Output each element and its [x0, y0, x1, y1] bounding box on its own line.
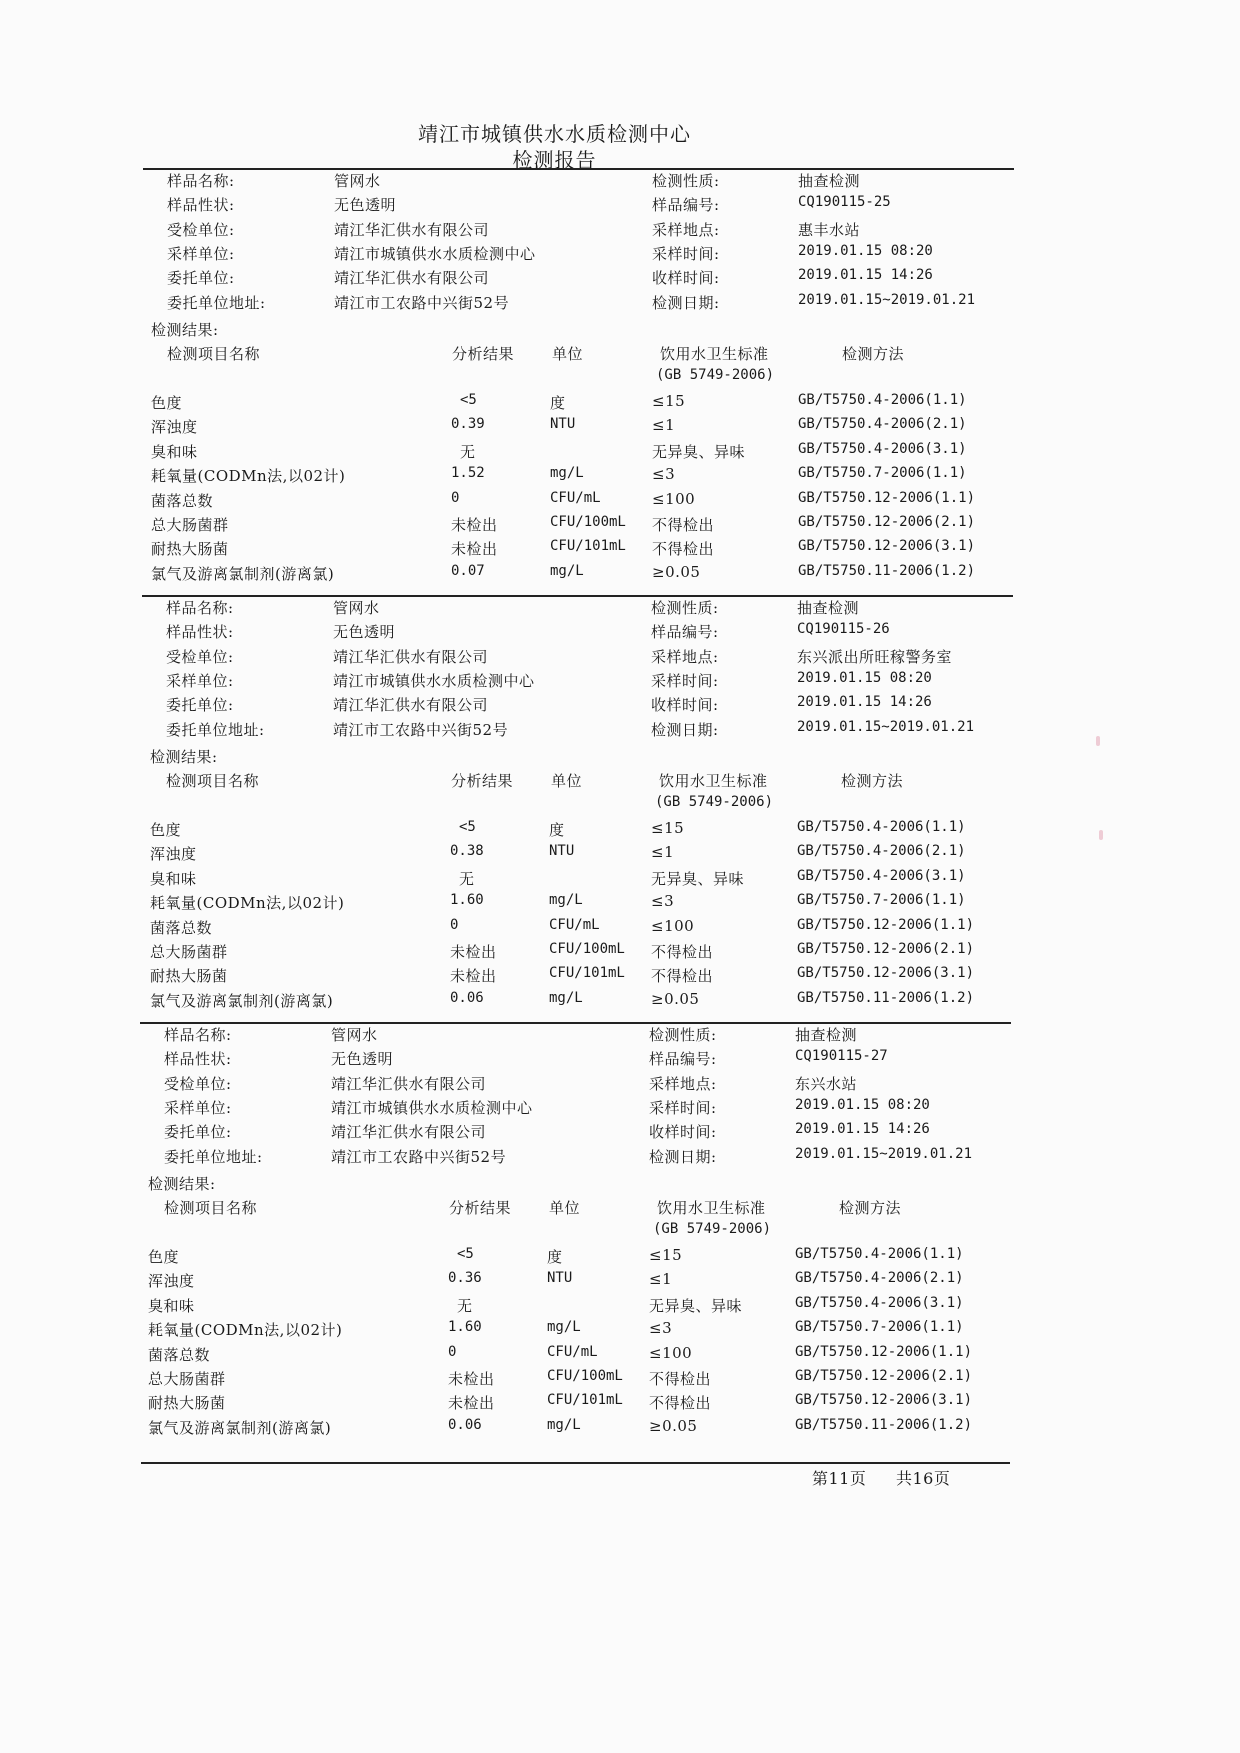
field-label-sampling-unit: 采样单位: — [166, 671, 234, 690]
cell-standard: 无异臭、异味 — [652, 442, 746, 461]
field-label-client-unit: 委托单位: — [167, 269, 235, 288]
cell-unit: NTU — [547, 1270, 573, 1287]
cell-result: 未检出 — [448, 1394, 495, 1413]
results-label: 检测结果: — [151, 321, 219, 339]
cell-unit: CFU/100mL — [550, 514, 626, 530]
cell-result: 未检出 — [451, 516, 498, 534]
cell-standard: ≤3 — [652, 465, 676, 484]
field-label-sample-character: 样品性状: — [166, 623, 234, 642]
field-value-sampling-time: 2019.01.15 08:20 — [795, 1096, 930, 1113]
cell-standard: 不得检出 — [652, 516, 715, 534]
cell-item: 菌落总数 — [151, 491, 214, 510]
field-value-test-nature: 抽查检测 — [795, 1026, 858, 1044]
col-header-result: 分析结果 — [451, 772, 514, 790]
cell-unit: NTU — [550, 416, 576, 433]
field-value-sample-character: 无色透明 — [331, 1050, 394, 1069]
cell-item: 耐热大肠菌 — [151, 540, 229, 559]
cell-method: GB/T5750.12-2006(2.1) — [795, 1368, 973, 1384]
cell-result: 0 — [448, 1343, 457, 1360]
results-label: 检测结果: — [150, 748, 218, 766]
field-value-sample-no: CQ190115-27 — [795, 1048, 888, 1065]
field-value-client-unit: 靖江华汇供水有限公司 — [334, 269, 490, 288]
cell-result: 0.07 — [451, 562, 485, 579]
field-value-sampling-unit: 靖江市城镇供水水质检测中心 — [331, 1098, 533, 1117]
field-value-sampling-time: 2019.01.15 08:20 — [798, 242, 933, 259]
cell-method: GB/T5750.4-2006(2.1) — [795, 1270, 964, 1287]
col-header-result: 分析结果 — [452, 345, 515, 363]
col-header-method: 检测方法 — [839, 1199, 902, 1217]
field-label-client-address: 委托单位地址: — [166, 720, 265, 739]
col-header-standard: 饮用水卫生标准 — [657, 1199, 766, 1217]
field-label-client-address: 委托单位地址: — [167, 293, 266, 312]
col-header-unit: 单位 — [551, 772, 583, 790]
field-value-receive-time: 2019.01.15 14:26 — [797, 694, 932, 711]
cell-item: 浑浊度 — [148, 1272, 195, 1291]
cell-result: 0 — [451, 489, 460, 506]
cell-unit: NTU — [549, 843, 575, 860]
cell-item: 总大肠菌群 — [150, 943, 228, 961]
cell-unit: 度 — [547, 1248, 563, 1266]
cell-standard: 无异臭、异味 — [649, 1296, 743, 1315]
field-value-sampling-time: 2019.01.15 08:20 — [797, 669, 932, 686]
col-header-unit: 单位 — [549, 1199, 581, 1217]
cell-method: GB/T5750.12-2006(3.1) — [795, 1392, 973, 1409]
cell-result: 未检出 — [450, 967, 497, 986]
cell-standard: ≤100 — [651, 916, 695, 935]
cell-result: 1.60 — [450, 892, 484, 909]
field-value-receive-time: 2019.01.15 14:26 — [795, 1121, 930, 1138]
cell-item: 浑浊度 — [150, 845, 197, 864]
section-divider — [140, 1022, 1011, 1024]
cell-item: 氯气及游离氯制剂(游离氯) — [151, 564, 335, 583]
field-value-test-nature: 抽查检测 — [798, 172, 861, 190]
field-label-receive-time: 收样时间: — [651, 696, 719, 715]
cell-item: 菌落总数 — [150, 918, 213, 937]
field-value-inspected-unit: 靖江华汇供水有限公司 — [333, 647, 489, 666]
cell-unit: CFU/100mL — [549, 941, 625, 957]
field-value-receive-time: 2019.01.15 14:26 — [798, 267, 933, 284]
col-header-standard: 饮用水卫生标准 — [659, 772, 768, 790]
cell-standard: ≥0.05 — [649, 1416, 698, 1435]
field-value-sample-no: CQ190115-25 — [798, 194, 891, 211]
cell-item: 色度 — [151, 394, 183, 412]
field-label-sample-name: 样品名称: — [166, 599, 234, 617]
col-header-unit: 单位 — [552, 345, 584, 363]
field-label-client-address: 委托单位地址: — [164, 1147, 263, 1166]
field-label-test-nature: 检测性质: — [652, 172, 720, 190]
field-label-sample-character: 样品性状: — [167, 196, 235, 215]
cell-standard: ≤15 — [651, 819, 685, 837]
field-label-inspected-unit: 受检单位: — [167, 220, 235, 239]
cell-unit: 度 — [549, 821, 565, 839]
cell-standard: ≤100 — [649, 1343, 693, 1362]
cell-standard: ≤100 — [652, 489, 696, 508]
page-number: 第11页 — [812, 1469, 867, 1488]
field-label-sample-name: 样品名称: — [167, 172, 235, 190]
cell-method: GB/T5750.4-2006(2.1) — [798, 416, 967, 433]
cell-method: GB/T5750.4-2006(3.1) — [797, 867, 966, 884]
cell-result: 无 — [459, 869, 475, 888]
col-header-standard-code: (GB 5749-2006) — [656, 367, 775, 383]
field-label-test-date: 检测日期: — [652, 293, 720, 312]
field-label-test-date: 检测日期: — [649, 1147, 717, 1166]
cell-item: 总大肠菌群 — [151, 516, 229, 534]
footer-divider — [141, 1462, 1010, 1464]
cell-unit: CFU/101mL — [547, 1392, 623, 1409]
cell-method: GB/T5750.7-2006(1.1) — [795, 1319, 964, 1336]
cell-item: 耗氧量(CODMn法,以02计) — [151, 467, 346, 486]
cell-standard: 不得检出 — [651, 967, 714, 986]
cell-method: GB/T5750.7-2006(1.1) — [798, 465, 967, 482]
field-value-inspected-unit: 靖江华汇供水有限公司 — [334, 220, 490, 239]
cell-item: 总大肠菌群 — [148, 1370, 226, 1388]
field-label-test-nature: 检测性质: — [649, 1026, 717, 1044]
cell-standard: ≤3 — [649, 1319, 673, 1338]
paper-mark — [1099, 830, 1103, 840]
cell-result: 0.06 — [450, 989, 484, 1006]
cell-method: GB/T5750.4-2006(1.1) — [798, 392, 967, 408]
cell-result: 未检出 — [450, 943, 497, 961]
field-value-client-unit: 靖江华汇供水有限公司 — [331, 1123, 487, 1142]
cell-result: 无 — [457, 1296, 473, 1315]
cell-unit: CFU/mL — [550, 489, 601, 506]
cell-unit: CFU/mL — [549, 916, 600, 933]
cell-method: GB/T5750.11-2006(1.2) — [798, 562, 976, 579]
field-value-sample-character: 无色透明 — [334, 196, 397, 215]
field-label-sample-no: 样品编号: — [649, 1050, 717, 1069]
field-value-test-nature: 抽查检测 — [797, 599, 860, 617]
cell-result: 无 — [460, 442, 476, 461]
cell-result: 0.06 — [448, 1416, 482, 1433]
cell-method: GB/T5750.12-2006(3.1) — [798, 538, 976, 555]
cell-method: GB/T5750.4-2006(3.1) — [795, 1294, 964, 1311]
field-value-sampling-unit: 靖江市城镇供水水质检测中心 — [334, 244, 536, 263]
col-header-result: 分析结果 — [449, 1199, 512, 1217]
cell-standard: ≤1 — [649, 1270, 673, 1289]
paper-mark — [1096, 736, 1100, 746]
cell-item: 耗氧量(CODMn法,以02计) — [150, 894, 345, 913]
field-value-sample-name: 管网水 — [331, 1026, 378, 1044]
cell-item: 氯气及游离氯制剂(游离氯) — [148, 1418, 332, 1437]
field-label-sampling-time: 采样时间: — [649, 1098, 717, 1117]
cell-unit: mg/L — [549, 892, 583, 909]
cell-result: 未检出 — [448, 1370, 495, 1388]
cell-result: <5 — [457, 1246, 474, 1262]
field-value-test-date: 2019.01.15~2019.01.21 — [795, 1145, 973, 1162]
cell-standard: ≤3 — [651, 892, 675, 911]
field-label-inspected-unit: 受检单位: — [166, 647, 234, 666]
field-value-sample-no: CQ190115-26 — [797, 621, 890, 638]
cell-unit: mg/L — [547, 1416, 581, 1433]
col-header-item: 检测项目名称 — [164, 1199, 258, 1217]
field-label-test-nature: 检测性质: — [651, 599, 719, 617]
cell-result: 0.36 — [448, 1270, 482, 1287]
col-header-item: 检测项目名称 — [167, 345, 261, 363]
field-label-sampling-unit: 采样单位: — [167, 244, 235, 263]
field-label-sampling-site: 采样地点: — [651, 647, 719, 666]
cell-method: GB/T5750.12-2006(1.1) — [798, 489, 976, 506]
report-org-title: 靖江市城镇供水水质检测中心 — [418, 122, 691, 146]
field-value-client-address: 靖江市工农路中兴街52号 — [334, 293, 510, 312]
field-value-sample-name: 管网水 — [333, 599, 380, 617]
report-title: 检测报告 — [512, 148, 597, 172]
field-value-sampling-site: 惠丰水站 — [798, 220, 861, 239]
cell-method: GB/T5750.12-2006(3.1) — [797, 965, 975, 982]
page-total: 共16页 — [896, 1469, 951, 1488]
cell-item: 色度 — [148, 1248, 180, 1266]
field-label-inspected-unit: 受检单位: — [164, 1074, 232, 1093]
cell-unit: mg/L — [547, 1319, 581, 1336]
field-value-sample-name: 管网水 — [334, 172, 381, 190]
cell-standard: 无异臭、异味 — [651, 869, 745, 888]
cell-method: GB/T5750.4-2006(1.1) — [797, 819, 966, 835]
cell-result: 1.60 — [448, 1319, 482, 1336]
cell-standard: ≥0.05 — [652, 562, 701, 581]
cell-result: <5 — [459, 819, 476, 835]
cell-item: 氯气及游离氯制剂(游离氯) — [150, 991, 334, 1010]
cell-standard: ≥0.05 — [651, 989, 700, 1008]
field-label-sampling-site: 采样地点: — [652, 220, 720, 239]
field-value-client-unit: 靖江华汇供水有限公司 — [333, 696, 489, 715]
cell-method: GB/T5750.4-2006(3.1) — [798, 440, 967, 457]
field-label-sample-name: 样品名称: — [164, 1026, 232, 1044]
cell-standard: ≤15 — [652, 392, 686, 410]
cell-result: 未检出 — [451, 540, 498, 559]
field-value-sample-character: 无色透明 — [333, 623, 396, 642]
cell-result: 0 — [450, 916, 459, 933]
cell-item: 臭和味 — [148, 1296, 195, 1315]
col-header-standard-code: (GB 5749-2006) — [653, 1221, 772, 1237]
cell-method: GB/T5750.4-2006(1.1) — [795, 1246, 964, 1262]
cell-item: 耐热大肠菌 — [148, 1394, 226, 1413]
field-value-sampling-site: 东兴派出所旺稼警务室 — [797, 647, 953, 666]
section-divider — [142, 595, 1013, 597]
field-value-test-date: 2019.01.15~2019.01.21 — [797, 718, 975, 735]
cell-standard: ≤1 — [652, 416, 676, 435]
cell-item: 耐热大肠菌 — [150, 967, 228, 986]
cell-standard: 不得检出 — [649, 1394, 712, 1413]
cell-item: 臭和味 — [150, 869, 197, 888]
cell-unit: CFU/100mL — [547, 1368, 623, 1384]
cell-standard: ≤15 — [649, 1246, 683, 1264]
field-label-sampling-time: 采样时间: — [651, 671, 719, 690]
field-value-sampling-unit: 靖江市城镇供水水质检测中心 — [333, 671, 535, 690]
field-value-client-address: 靖江市工农路中兴街52号 — [333, 720, 509, 739]
cell-method: GB/T5750.11-2006(1.2) — [795, 1416, 973, 1433]
field-label-sample-no: 样品编号: — [652, 196, 720, 215]
cell-item: 浑浊度 — [151, 418, 198, 437]
cell-unit: 度 — [550, 394, 566, 412]
cell-result: 0.39 — [451, 416, 485, 433]
cell-unit: CFU/101mL — [550, 538, 626, 555]
section-divider — [143, 168, 1014, 170]
field-label-sampling-unit: 采样单位: — [164, 1098, 232, 1117]
cell-method: GB/T5750.7-2006(1.1) — [797, 892, 966, 909]
field-value-inspected-unit: 靖江华汇供水有限公司 — [331, 1074, 487, 1093]
col-header-method: 检测方法 — [841, 772, 904, 790]
cell-method: GB/T5750.11-2006(1.2) — [797, 989, 975, 1006]
cell-standard: 不得检出 — [651, 943, 714, 961]
field-value-sampling-site: 东兴水站 — [795, 1074, 858, 1093]
cell-standard: 不得检出 — [652, 540, 715, 559]
field-label-receive-time: 收样时间: — [652, 269, 720, 288]
cell-result: 0.38 — [450, 843, 484, 860]
cell-item: 耗氧量(CODMn法,以02计) — [148, 1321, 343, 1340]
cell-method: GB/T5750.12-2006(1.1) — [795, 1343, 973, 1360]
field-label-sample-character: 样品性状: — [164, 1050, 232, 1069]
cell-unit: mg/L — [549, 989, 583, 1006]
col-header-standard: 饮用水卫生标准 — [660, 345, 769, 363]
cell-result: 1.52 — [451, 465, 485, 482]
col-header-method: 检测方法 — [842, 345, 905, 363]
cell-result: <5 — [460, 392, 477, 408]
cell-method: GB/T5750.12-2006(2.1) — [798, 514, 976, 530]
cell-unit: mg/L — [550, 465, 584, 482]
field-label-client-unit: 委托单位: — [164, 1123, 232, 1142]
field-label-client-unit: 委托单位: — [166, 696, 234, 715]
field-label-sample-no: 样品编号: — [651, 623, 719, 642]
cell-item: 色度 — [150, 821, 182, 839]
col-header-item: 检测项目名称 — [166, 772, 260, 790]
cell-method: GB/T5750.4-2006(2.1) — [797, 843, 966, 860]
cell-standard: 不得检出 — [649, 1370, 712, 1388]
field-label-sampling-time: 采样时间: — [652, 244, 720, 263]
cell-item: 臭和味 — [151, 442, 198, 461]
col-header-standard-code: (GB 5749-2006) — [655, 794, 774, 810]
cell-item: 菌落总数 — [148, 1345, 211, 1364]
cell-unit: mg/L — [550, 562, 584, 579]
field-value-client-address: 靖江市工农路中兴街52号 — [331, 1147, 507, 1166]
field-label-sampling-site: 采样地点: — [649, 1074, 717, 1093]
cell-unit: CFU/mL — [547, 1343, 598, 1360]
results-label: 检测结果: — [148, 1175, 216, 1193]
cell-method: GB/T5750.12-2006(1.1) — [797, 916, 975, 933]
cell-standard: ≤1 — [651, 843, 675, 862]
cell-method: GB/T5750.12-2006(2.1) — [797, 941, 975, 957]
field-value-test-date: 2019.01.15~2019.01.21 — [798, 291, 976, 308]
field-label-test-date: 检测日期: — [651, 720, 719, 739]
cell-unit: CFU/101mL — [549, 965, 625, 982]
field-label-receive-time: 收样时间: — [649, 1123, 717, 1142]
